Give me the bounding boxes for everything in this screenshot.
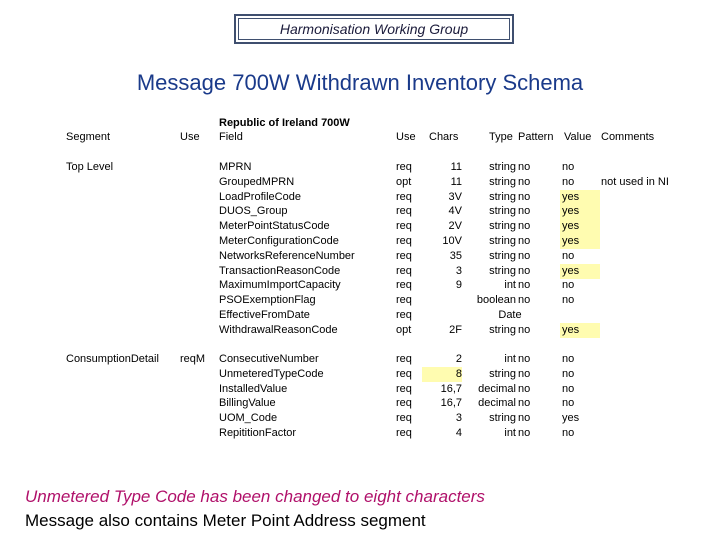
- cell-comments: [601, 426, 719, 441]
- cell-comments: [601, 190, 719, 205]
- cell-segment: [66, 396, 178, 411]
- cell-type: string: [489, 249, 516, 262]
- cell-value: no: [562, 294, 575, 307]
- cell-field: MeterPointStatusCode: [219, 220, 330, 233]
- cell-comments: not used in NI: [601, 175, 669, 188]
- cell-chars: 4V: [448, 205, 462, 218]
- cell-segment: ConsumptionDetail: [66, 353, 159, 365]
- cell-type: string: [489, 220, 516, 233]
- cell-use2: req: [396, 235, 412, 247]
- cell-type: int: [504, 353, 516, 365]
- cell-use2: req: [396, 367, 412, 380]
- cell-pattern: no: [518, 205, 531, 218]
- cell-value: no: [562, 353, 575, 365]
- cell-field: EffectiveFromDate: [219, 309, 310, 321]
- cell-chars: 11: [450, 161, 462, 173]
- cell-type: string: [489, 161, 516, 173]
- cell-use: [180, 293, 216, 308]
- cell-comments: [601, 278, 719, 293]
- cell-segment: [66, 264, 178, 279]
- cell-field: MPRN: [219, 161, 252, 173]
- cell-comments: [601, 396, 719, 411]
- header-text: Harmonisation Working Group: [279, 21, 469, 37]
- cell-use2: req: [396, 294, 412, 307]
- cell-chars: 3: [455, 412, 462, 425]
- cell-type: string: [489, 235, 516, 247]
- cell-value: no: [562, 397, 575, 410]
- cell-type: string: [489, 190, 516, 203]
- cell-segment: [66, 249, 178, 264]
- cell-pattern: no: [518, 397, 531, 410]
- cell-use: [180, 396, 216, 411]
- cell-chars: 3: [455, 264, 462, 277]
- note-meter-point-address: Message also contains Meter Point Address segment: [25, 511, 426, 530]
- cell-value: [562, 308, 598, 323]
- cell-use2: opt: [396, 175, 412, 188]
- cell-type: string: [489, 367, 516, 380]
- cell-use: [180, 426, 216, 441]
- cell-pattern: no: [518, 353, 531, 365]
- cell-pattern: no: [518, 235, 531, 247]
- cell-segment: [66, 234, 178, 249]
- cell-value: no: [562, 161, 575, 173]
- cell-chars: [422, 308, 462, 323]
- cell-use: [180, 411, 216, 426]
- cell-comments: [601, 204, 719, 219]
- cell-type: decimal: [478, 382, 516, 395]
- cell-type: string: [489, 205, 516, 218]
- cell-chars: 9: [455, 279, 462, 292]
- cell-use2: req: [396, 264, 412, 277]
- cell-chars: 35: [449, 249, 462, 262]
- cell-value: no: [562, 367, 575, 380]
- cell-segment: [66, 278, 178, 293]
- cell-comments: [601, 308, 719, 323]
- cell-segment: [66, 175, 178, 190]
- cell-type: decimal: [478, 397, 516, 410]
- cell-use: [180, 249, 216, 264]
- cell-pattern: no: [518, 427, 531, 439]
- cell-chars: 10V: [442, 235, 462, 247]
- cell-pattern: no: [518, 220, 531, 233]
- cell-field: BillingValue: [219, 397, 276, 410]
- cell-segment: [66, 382, 178, 397]
- cell-comments: [601, 160, 719, 175]
- col-header-use: Use: [180, 131, 200, 143]
- cell-comments: [601, 249, 719, 264]
- cell-field: MeterConfigurationCode: [219, 235, 339, 247]
- cell-pattern: no: [518, 190, 531, 203]
- col-header-chars: Chars: [429, 131, 459, 143]
- cell-use: [180, 264, 216, 279]
- cell-value: no: [562, 382, 575, 395]
- cell-chars: 8: [422, 367, 462, 382]
- cell-use2: req: [396, 205, 412, 218]
- cell-value: yes: [562, 412, 580, 425]
- cell-use2: req: [396, 161, 412, 173]
- cell-segment: [66, 219, 178, 234]
- cell-use: [180, 160, 216, 175]
- cell-use2: req: [396, 427, 412, 439]
- cell-segment: [66, 411, 178, 426]
- cell-use: [180, 382, 216, 397]
- col-header-segment: Segment: [66, 131, 111, 143]
- cell-chars: 2V: [448, 220, 462, 233]
- slide-title: Message 700W Withdrawn Inventory Schema: [136, 70, 584, 95]
- cell-chars: 16,7: [440, 397, 462, 410]
- cell-use: [180, 308, 216, 323]
- cell-pattern: no: [518, 279, 531, 292]
- cell-pattern: no: [518, 161, 531, 173]
- cell-use: [180, 190, 216, 205]
- cell-field: NetworksReferenceNumber: [219, 249, 355, 262]
- cell-pattern: no: [518, 323, 531, 336]
- col-header-use2: Use: [396, 131, 416, 143]
- cell-comments: [601, 234, 719, 249]
- cell-use2: req: [396, 220, 412, 233]
- cell-type: string: [489, 264, 516, 277]
- cell-comments: [601, 264, 719, 279]
- cell-use: [180, 204, 216, 219]
- cell-use: [180, 175, 216, 190]
- cell-chars: 16,7: [440, 382, 462, 395]
- cell-type: string: [489, 323, 516, 336]
- cell-pattern: no: [518, 367, 531, 380]
- cell-comments: [601, 293, 719, 308]
- col-header-value: Value: [564, 131, 592, 143]
- cell-pattern: no: [518, 412, 531, 425]
- cell-chars: 4: [455, 427, 462, 439]
- cell-comments: [601, 323, 719, 338]
- cell-field: GroupedMPRN: [219, 175, 295, 188]
- cell-pattern: no: [518, 264, 531, 277]
- cell-field: DUOS_Group: [219, 205, 288, 218]
- cell-use: reqM: [180, 353, 206, 365]
- cell-use2: req: [396, 309, 412, 321]
- cell-type: string: [489, 412, 516, 425]
- cell-value: yes: [560, 323, 600, 338]
- cell-pattern: Date: [498, 309, 522, 321]
- col-header-pattern: Pattern: [518, 131, 554, 143]
- cell-segment: [66, 323, 178, 338]
- cell-comments: [601, 367, 719, 382]
- col-header-comments: Comments: [601, 131, 655, 143]
- cell-value: yes: [560, 204, 600, 219]
- cell-type: int: [504, 279, 516, 292]
- cell-chars: 2F: [449, 323, 462, 336]
- cell-use: [180, 367, 216, 382]
- cell-segment: [66, 190, 178, 205]
- cell-use2: req: [396, 353, 412, 365]
- cell-segment: [66, 367, 178, 382]
- cell-use: [180, 219, 216, 234]
- col-header-type: Type: [489, 131, 513, 143]
- cell-field: ConsecutiveNumber: [219, 353, 319, 365]
- cell-use2: req: [396, 412, 412, 425]
- cell-pattern: no: [518, 294, 531, 307]
- cell-field: UOM_Code: [219, 412, 278, 425]
- cell-comments: [601, 352, 719, 367]
- cell-segment: [66, 204, 178, 219]
- cell-field: RepititionFactor: [219, 427, 297, 439]
- cell-chars: 2: [455, 353, 462, 365]
- cell-chars: [422, 293, 462, 308]
- cell-pattern: no: [518, 175, 531, 188]
- table-super-header: Republic of Ireland 700W: [219, 117, 350, 129]
- cell-segment: [66, 426, 178, 441]
- cell-segment: Top Level: [66, 161, 114, 173]
- cell-pattern: no: [518, 249, 531, 262]
- cell-type: string: [489, 175, 516, 188]
- cell-use2: req: [396, 279, 412, 292]
- cell-field: InstalledValue: [219, 382, 288, 395]
- cell-type: boolean: [476, 294, 516, 307]
- cell-value: no: [562, 279, 575, 292]
- cell-use2: req: [396, 249, 412, 262]
- cell-segment: [66, 308, 178, 323]
- cell-comments: [601, 411, 719, 426]
- cell-value: no: [562, 249, 575, 262]
- cell-chars: 3V: [448, 190, 462, 203]
- cell-field: WithdrawalReasonCode: [219, 323, 338, 336]
- cell-field: LoadProfileCode: [219, 190, 301, 203]
- cell-segment: [66, 293, 178, 308]
- cell-use: [180, 278, 216, 293]
- cell-use: [180, 234, 216, 249]
- cell-value: yes: [560, 234, 600, 249]
- cell-comments: [601, 382, 719, 397]
- cell-use2: req: [396, 397, 412, 410]
- note-unmetered-change: Unmetered Type Code has been changed to eight characters: [25, 487, 485, 506]
- cell-use2: req: [396, 382, 412, 395]
- col-header-field: Field: [219, 131, 243, 143]
- cell-value: no: [562, 175, 575, 188]
- cell-value: yes: [560, 264, 600, 279]
- cell-value: no: [562, 427, 575, 439]
- cell-chars: 11: [450, 175, 462, 188]
- cell-field: TransactionReasonCode: [219, 264, 341, 277]
- cell-pattern: no: [518, 382, 531, 395]
- cell-use2: opt: [396, 323, 412, 336]
- cell-value: yes: [560, 219, 600, 234]
- cell-use2: req: [396, 190, 412, 203]
- cell-use: [180, 323, 216, 338]
- cell-field: MaximumImportCapacity: [219, 279, 341, 292]
- cell-type: int: [504, 427, 516, 439]
- cell-field: PSOExemptionFlag: [219, 294, 316, 307]
- cell-comments: [601, 219, 719, 234]
- cell-field: UnmeteredTypeCode: [219, 367, 324, 380]
- cell-value: yes: [560, 190, 600, 205]
